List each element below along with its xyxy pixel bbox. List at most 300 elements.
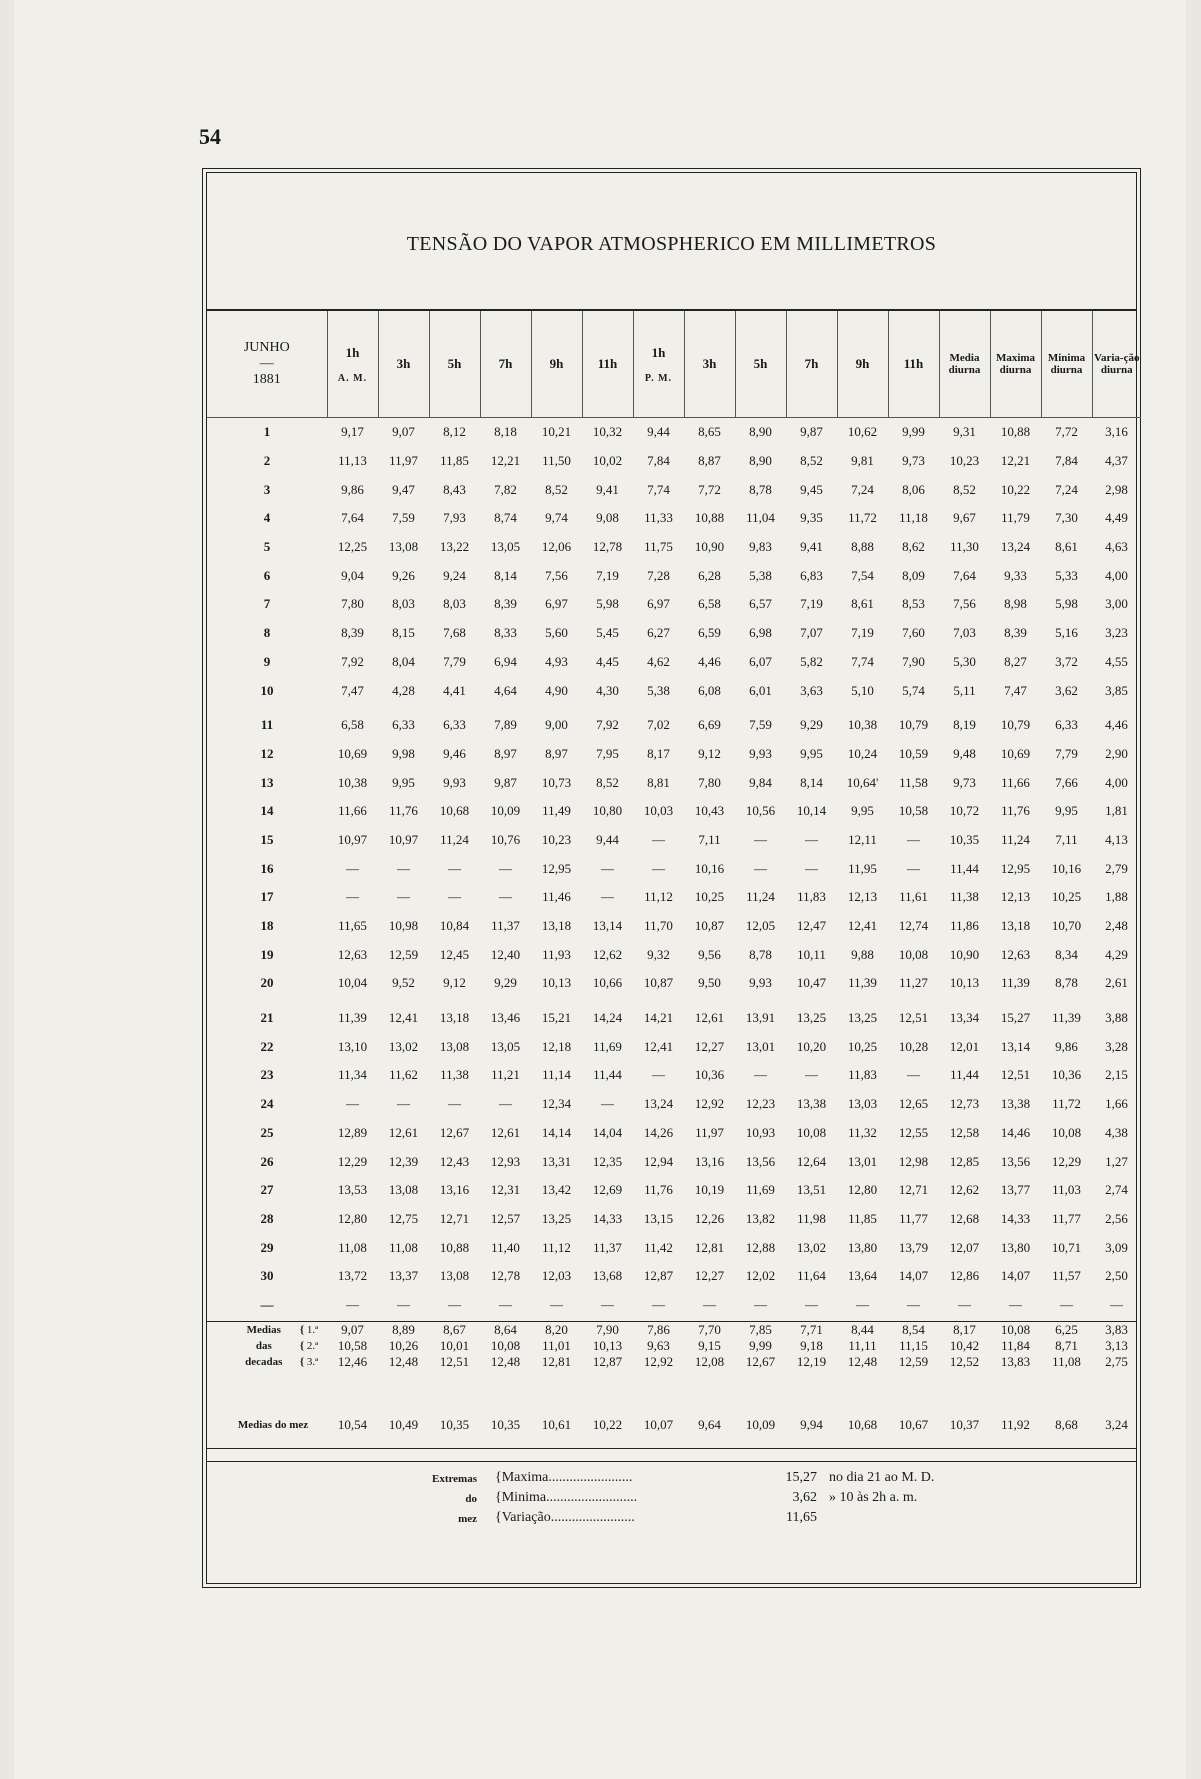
value-cell: 7,74 [851,653,874,669]
decade-value: 8,54 [902,1322,925,1337]
value-cell: 6,69 [698,717,721,733]
value-cell: 5,10 [851,682,874,698]
table-body [207,418,1141,1320]
value-cell: 8,15 [392,625,415,641]
day-cell: 28 [260,1210,274,1226]
day-cell: 29 [260,1239,274,1255]
value-cell: 13,18 [541,918,572,934]
value-cell: 9,07 [392,424,415,440]
value-cell: 13,14 [1000,1038,1031,1054]
value-cell: 10,11 [797,946,826,962]
value-cell: — [397,889,410,905]
value-cell: 5,38 [647,682,670,698]
value-cell: 13,68 [592,1268,623,1284]
value-cell: 15,27 [1000,1010,1031,1026]
value-cell: — [652,831,665,847]
value-cell: 6,33 [392,717,415,733]
decade-value: 8,17 [953,1322,976,1337]
day-cell: 3 [263,481,271,497]
value-cell: 11,61 [899,889,928,905]
value-cell: 11,37 [593,1239,622,1255]
value-cell: 10,25 [1051,889,1082,905]
value-cell: 12,43 [439,1153,470,1169]
decade-value: 7,70 [698,1322,721,1337]
value-cell: 11,42 [644,1239,673,1255]
value-cell: 11,97 [389,453,418,469]
extreme-name: {Variação........................ [495,1510,635,1525]
value-cell: — [1060,1296,1073,1312]
month-mean-value: 10,54 [337,1417,368,1432]
value-cell: 10,19 [694,1182,725,1198]
value-cell: 12,25 [337,539,368,555]
value-cell: 11,69 [593,1038,622,1054]
value-cell: 11,44 [950,860,979,876]
value-cell: 9,52 [392,975,415,991]
value-cell: 9,17 [341,424,364,440]
value-cell: 8,19 [953,717,976,733]
value-cell: 12,80 [337,1210,368,1226]
value-cell: 12,78 [592,539,623,555]
decade-value: 9,63 [647,1338,670,1353]
value-cell: 1,66 [1105,1096,1128,1112]
header-variacao: Varia-ção diurna [1092,311,1141,418]
value-cell: 13,02 [796,1239,827,1255]
value-cell: 7,79 [443,653,466,669]
value-cell: 8,53 [902,596,925,612]
decade-value: 10,42 [949,1338,980,1353]
decade-row [207,1338,1141,1354]
value-cell: 3,28 [1105,1038,1128,1054]
value-cell: 7,47 [1004,682,1027,698]
value-cell: 12,39 [388,1153,419,1169]
month-label: JUNHO [243,340,290,355]
value-cell: 9,95 [392,774,415,790]
value-cell: 13,01 [745,1038,776,1054]
value-cell: 13,56 [1000,1153,1031,1169]
header-hour: 9h [837,311,888,418]
value-cell: 9,44 [647,424,670,440]
value-cell: 11,79 [1001,510,1030,526]
value-cell: 3,16 [1105,424,1128,440]
value-cell: 6,08 [698,682,721,698]
value-cell: 9,73 [902,453,925,469]
value-cell: 12,67 [439,1124,470,1140]
value-cell: 7,89 [494,717,517,733]
value-cell: 10,38 [847,717,878,733]
value-cell: 7,24 [1055,481,1078,497]
decade-means-table [207,1322,1141,1370]
decade-value: 12,48 [490,1354,521,1369]
value-cell: 10,13 [541,975,572,991]
value-cell: 4,38 [1105,1124,1128,1140]
value-cell: 10,36 [1051,1067,1082,1083]
value-cell: 11,57 [1052,1268,1081,1284]
value-cell: 5,30 [953,653,976,669]
extreme-row [207,1470,1136,1490]
value-cell: 9,33 [1004,567,1027,583]
value-cell: 9,08 [596,510,619,526]
value-cell: 11,86 [950,918,979,934]
decade-value: 12,92 [643,1354,674,1369]
value-cell: 7,60 [902,625,925,641]
value-cell: — [754,860,767,876]
value-cell: 3,72 [1055,653,1078,669]
value-cell: 13,02 [388,1038,419,1054]
decade-value: 8,71 [1055,1338,1078,1353]
value-cell: 9,86 [341,481,364,497]
value-cell: 12,55 [898,1124,929,1140]
value-cell: 13,03 [847,1096,878,1112]
value-cell: 9,95 [851,803,874,819]
value-cell: 8,78 [749,481,772,497]
value-cell: 7,80 [341,596,364,612]
value-cell: 10,25 [694,889,725,905]
value-cell: 11,08 [389,1239,418,1255]
value-cell: 12,07 [949,1239,980,1255]
value-cell: 13,91 [745,1010,776,1026]
value-cell: 13,72 [337,1268,368,1284]
value-cell: 12,51 [1000,1067,1031,1083]
value-cell: 11,46 [542,889,571,905]
table-row [207,504,1141,533]
value-cell: 10,68 [439,803,470,819]
decade-value: 11,11 [848,1338,877,1353]
value-cell: 11,83 [797,889,826,905]
value-cell: 12,92 [694,1096,725,1112]
value-cell: — [805,860,818,876]
value-cell: 12,95 [1000,860,1031,876]
value-cell: 10,22 [1000,481,1031,497]
value-cell: 1,88 [1105,889,1128,905]
value-cell: 10,04 [337,975,368,991]
value-cell: 8,81 [647,774,670,790]
decade-value: 12,51 [439,1354,470,1369]
value-cell: 10,66 [592,975,623,991]
month-mean-value: 10,35 [490,1417,521,1432]
decade-value: 12,67 [745,1354,776,1369]
value-cell: 11,93 [542,946,571,962]
value-cell: 10,56 [745,803,776,819]
header-hour: 7h [786,311,837,418]
value-cell: 9,31 [953,424,976,440]
month-mean-value: 10,09 [745,1417,776,1432]
value-cell: 8,97 [545,745,568,761]
value-cell: 7,79 [1055,745,1078,761]
value-cell: — [1009,1296,1022,1312]
value-cell: 10,88 [694,510,725,526]
table-row [207,648,1141,677]
value-cell: 11,98 [797,1210,826,1226]
value-cell: 8,52 [953,481,976,497]
day-cell: 14 [260,803,274,819]
value-cell: 10,08 [1051,1124,1082,1140]
value-cell: 10,59 [898,745,929,761]
value-cell: 13,08 [439,1038,470,1054]
value-cell: 10,72 [949,803,980,819]
value-cell: — [754,1296,767,1312]
value-cell: 12,13 [847,889,878,905]
value-cell: 8,39 [341,625,364,641]
value-cell: 1,81 [1105,803,1128,819]
decade-value: 13,83 [1000,1354,1031,1369]
value-cell: 11,21 [491,1067,520,1083]
value-cell: 7,59 [749,717,772,733]
value-cell: 10,73 [541,774,572,790]
table-row [207,447,1141,476]
value-cell: 14,33 [1000,1210,1031,1226]
value-cell: 13,64 [847,1268,878,1284]
value-cell: 7,03 [953,625,976,641]
value-cell: 12,74 [898,918,929,934]
value-cell: 9,46 [443,745,466,761]
value-cell: 6,58 [698,596,721,612]
value-cell: 9,56 [698,946,721,962]
table-row [207,619,1141,648]
value-cell: 7,07 [800,625,823,641]
value-cell: 11,04 [746,510,775,526]
extreme-value: 15,27 [785,1470,817,1485]
decade-value: 12,08 [694,1354,725,1369]
value-cell: — [499,1096,512,1112]
value-cell: 11,38 [440,1067,469,1083]
value-cell: — [652,1296,665,1312]
value-cell: 7,66 [1055,774,1078,790]
value-cell: 12,64 [796,1153,827,1169]
value-cell: 12,88 [745,1239,776,1255]
value-cell: — [601,1296,614,1312]
value-cell: 10,02 [592,453,623,469]
value-cell: 8,74 [494,510,517,526]
decade-value: 12,52 [949,1354,980,1369]
value-cell: — [652,1067,665,1083]
value-cell: 7,90 [902,653,925,669]
value-cell: 12,63 [337,946,368,962]
value-cell: 13,24 [1000,539,1031,555]
value-cell: 13,82 [745,1210,776,1226]
value-cell: 8,61 [851,596,874,612]
table-row [207,1061,1141,1090]
value-cell: 8,88 [851,539,874,555]
value-cell: 9,88 [851,946,874,962]
value-cell: 11,40 [491,1239,520,1255]
value-cell: 13,38 [796,1096,827,1112]
value-cell: 10,38 [337,774,368,790]
decade-value: 12,81 [541,1354,572,1369]
value-cell: 4,29 [1105,946,1128,962]
value-cell: 4,63 [1105,539,1128,555]
value-cell: 11,03 [1052,1182,1081,1198]
value-cell: 9,00 [545,717,568,733]
value-cell: 13,53 [337,1182,368,1198]
value-cell: 12,29 [1051,1153,1082,1169]
value-cell: 7,82 [494,481,517,497]
value-cell: 12,45 [439,946,470,962]
decade-label: Medias { 1.ª [207,1322,327,1338]
value-cell: 10,97 [388,831,419,847]
value-cell: 2,74 [1105,1182,1128,1198]
day-cell: 13 [260,774,274,790]
value-cell: 12,75 [388,1210,419,1226]
value-cell: 12,69 [592,1182,623,1198]
value-cell: 11,66 [1001,774,1030,790]
value-cell: 7,84 [647,453,670,469]
value-cell: 9,83 [749,539,772,555]
value-cell: 12,18 [541,1038,572,1054]
value-cell: 9,93 [443,774,466,790]
table-row [207,676,1141,705]
extreme-name: {Minima.......................... [495,1490,638,1505]
decade-value: 9,18 [800,1338,823,1353]
value-cell: 11,32 [848,1124,877,1140]
decade-value: 10,01 [439,1338,470,1353]
value-cell: 8,12 [443,424,466,440]
table-row [207,475,1141,504]
value-cell: — [397,860,410,876]
decade-value: 12,87 [592,1354,623,1369]
value-cell: 13,08 [388,539,419,555]
value-cell: 11,50 [542,453,571,469]
value-cell: 2,50 [1105,1268,1128,1284]
value-cell: 12,93 [490,1153,521,1169]
decade-value: 11,01 [542,1338,571,1353]
value-cell: 8,62 [902,539,925,555]
value-cell: 13,15 [643,1210,674,1226]
value-cell: 12,62 [949,1182,980,1198]
value-cell: — [907,1067,920,1083]
value-cell: — [346,1296,359,1312]
value-cell: 6,27 [647,625,670,641]
value-cell: 11,44 [950,1067,979,1083]
value-cell: 7,02 [647,717,670,733]
value-cell: — [805,831,818,847]
value-cell: 8,78 [749,946,772,962]
decade-number: 2.ª [306,1340,319,1352]
table-row [207,1176,1141,1205]
value-cell: 11,65 [338,918,367,934]
value-cell: 5,33 [1055,567,1078,583]
value-cell: 11,75 [644,539,673,555]
value-cell: 11,64 [797,1268,826,1284]
decade-body [207,1322,1141,1370]
value-cell: 9,44 [596,831,619,847]
value-cell: 11,95 [848,860,877,876]
day-cell: 8 [263,625,271,641]
decade-value: 8,67 [443,1322,466,1337]
am-label: A. M. [337,372,368,384]
value-cell: 13,80 [1000,1239,1031,1255]
value-cell: 7,92 [341,653,364,669]
value-cell: 10,58 [898,803,929,819]
value-cell: 10,69 [1000,745,1031,761]
day-cell: 15 [260,831,274,847]
value-cell: 4,64 [494,682,517,698]
value-cell: 9,95 [1055,803,1078,819]
value-cell: 3,85 [1105,682,1128,698]
day-cell: 6 [263,567,271,583]
value-cell: 12,11 [848,831,877,847]
value-cell: 6,07 [749,653,772,669]
value-cell: 6,59 [698,625,721,641]
value-cell: 13,16 [694,1153,725,1169]
value-cell: 10,23 [541,831,572,847]
decade-number: 3.ª [306,1356,319,1368]
extremes-label: Extremas [431,1473,477,1485]
day-cell: 1 [263,424,271,440]
value-cell: 14,04 [592,1124,623,1140]
table-row [207,1147,1141,1176]
value-cell: 6,98 [749,625,772,641]
value-cell: 11,85 [848,1210,877,1226]
month-mean-value: 3,24 [1105,1417,1128,1432]
value-cell: 10,24 [847,745,878,761]
value-cell: 14,07 [898,1268,929,1284]
value-cell: — [346,889,359,905]
value-cell: 7,56 [545,567,568,583]
value-cell: 11,14 [542,1067,571,1083]
value-cell: 2,56 [1105,1210,1128,1226]
value-cell: 1,27 [1105,1153,1128,1169]
value-cell: 9,67 [953,510,976,526]
value-cell: 14,33 [592,1210,623,1226]
value-cell: 9,93 [749,745,772,761]
value-cell: 10,28 [898,1038,929,1054]
month-mean-value: 10,68 [847,1417,878,1432]
value-cell: 11,33 [644,510,673,526]
extreme-value: 11,65 [786,1510,817,1525]
value-cell: 6,33 [1055,717,1078,733]
header-hour: 3h [684,311,735,418]
value-cell: — [499,860,512,876]
value-cell: 12,80 [847,1182,878,1198]
header-row [207,311,1141,418]
extreme-note: » 10 às 2h a. m. [829,1490,918,1505]
value-cell: 11,77 [899,1210,928,1226]
value-cell: 12,58 [949,1124,980,1140]
value-cell: 9,47 [392,481,415,497]
month-mean-value: 8,68 [1055,1417,1078,1432]
value-cell: 5,60 [545,625,568,641]
value-cell: 13,79 [898,1239,929,1255]
value-cell: 12,23 [745,1096,776,1112]
value-cell: — [907,860,920,876]
table-row [207,969,1141,998]
value-cell: — [754,831,767,847]
value-cell: 12,62 [592,946,623,962]
leader-dots: .......................... [546,1490,638,1505]
vapor-table [207,311,1141,1319]
value-cell: 12,02 [745,1268,776,1284]
value-cell: 9,87 [800,424,823,440]
table-frame [206,172,1140,1584]
decade-value: 7,85 [749,1322,772,1337]
value-cell: — [907,1296,920,1312]
extreme-row [207,1510,1136,1530]
decade-value: 10,08 [490,1338,521,1353]
value-cell: 8,14 [494,567,517,583]
value-cell: 10,13 [949,975,980,991]
table-row [207,854,1141,883]
value-cell: 11,12 [644,889,673,905]
header-hour: 5h [429,311,480,418]
header-media: Media diurna [939,311,990,418]
value-cell: 9,26 [392,567,415,583]
page-number: 54 [199,124,221,149]
value-cell: 13,05 [490,539,521,555]
value-cell: 6,57 [749,596,772,612]
value-cell: 9,04 [341,567,364,583]
value-cell: 8,52 [596,774,619,790]
day-cell: 10 [260,682,274,698]
